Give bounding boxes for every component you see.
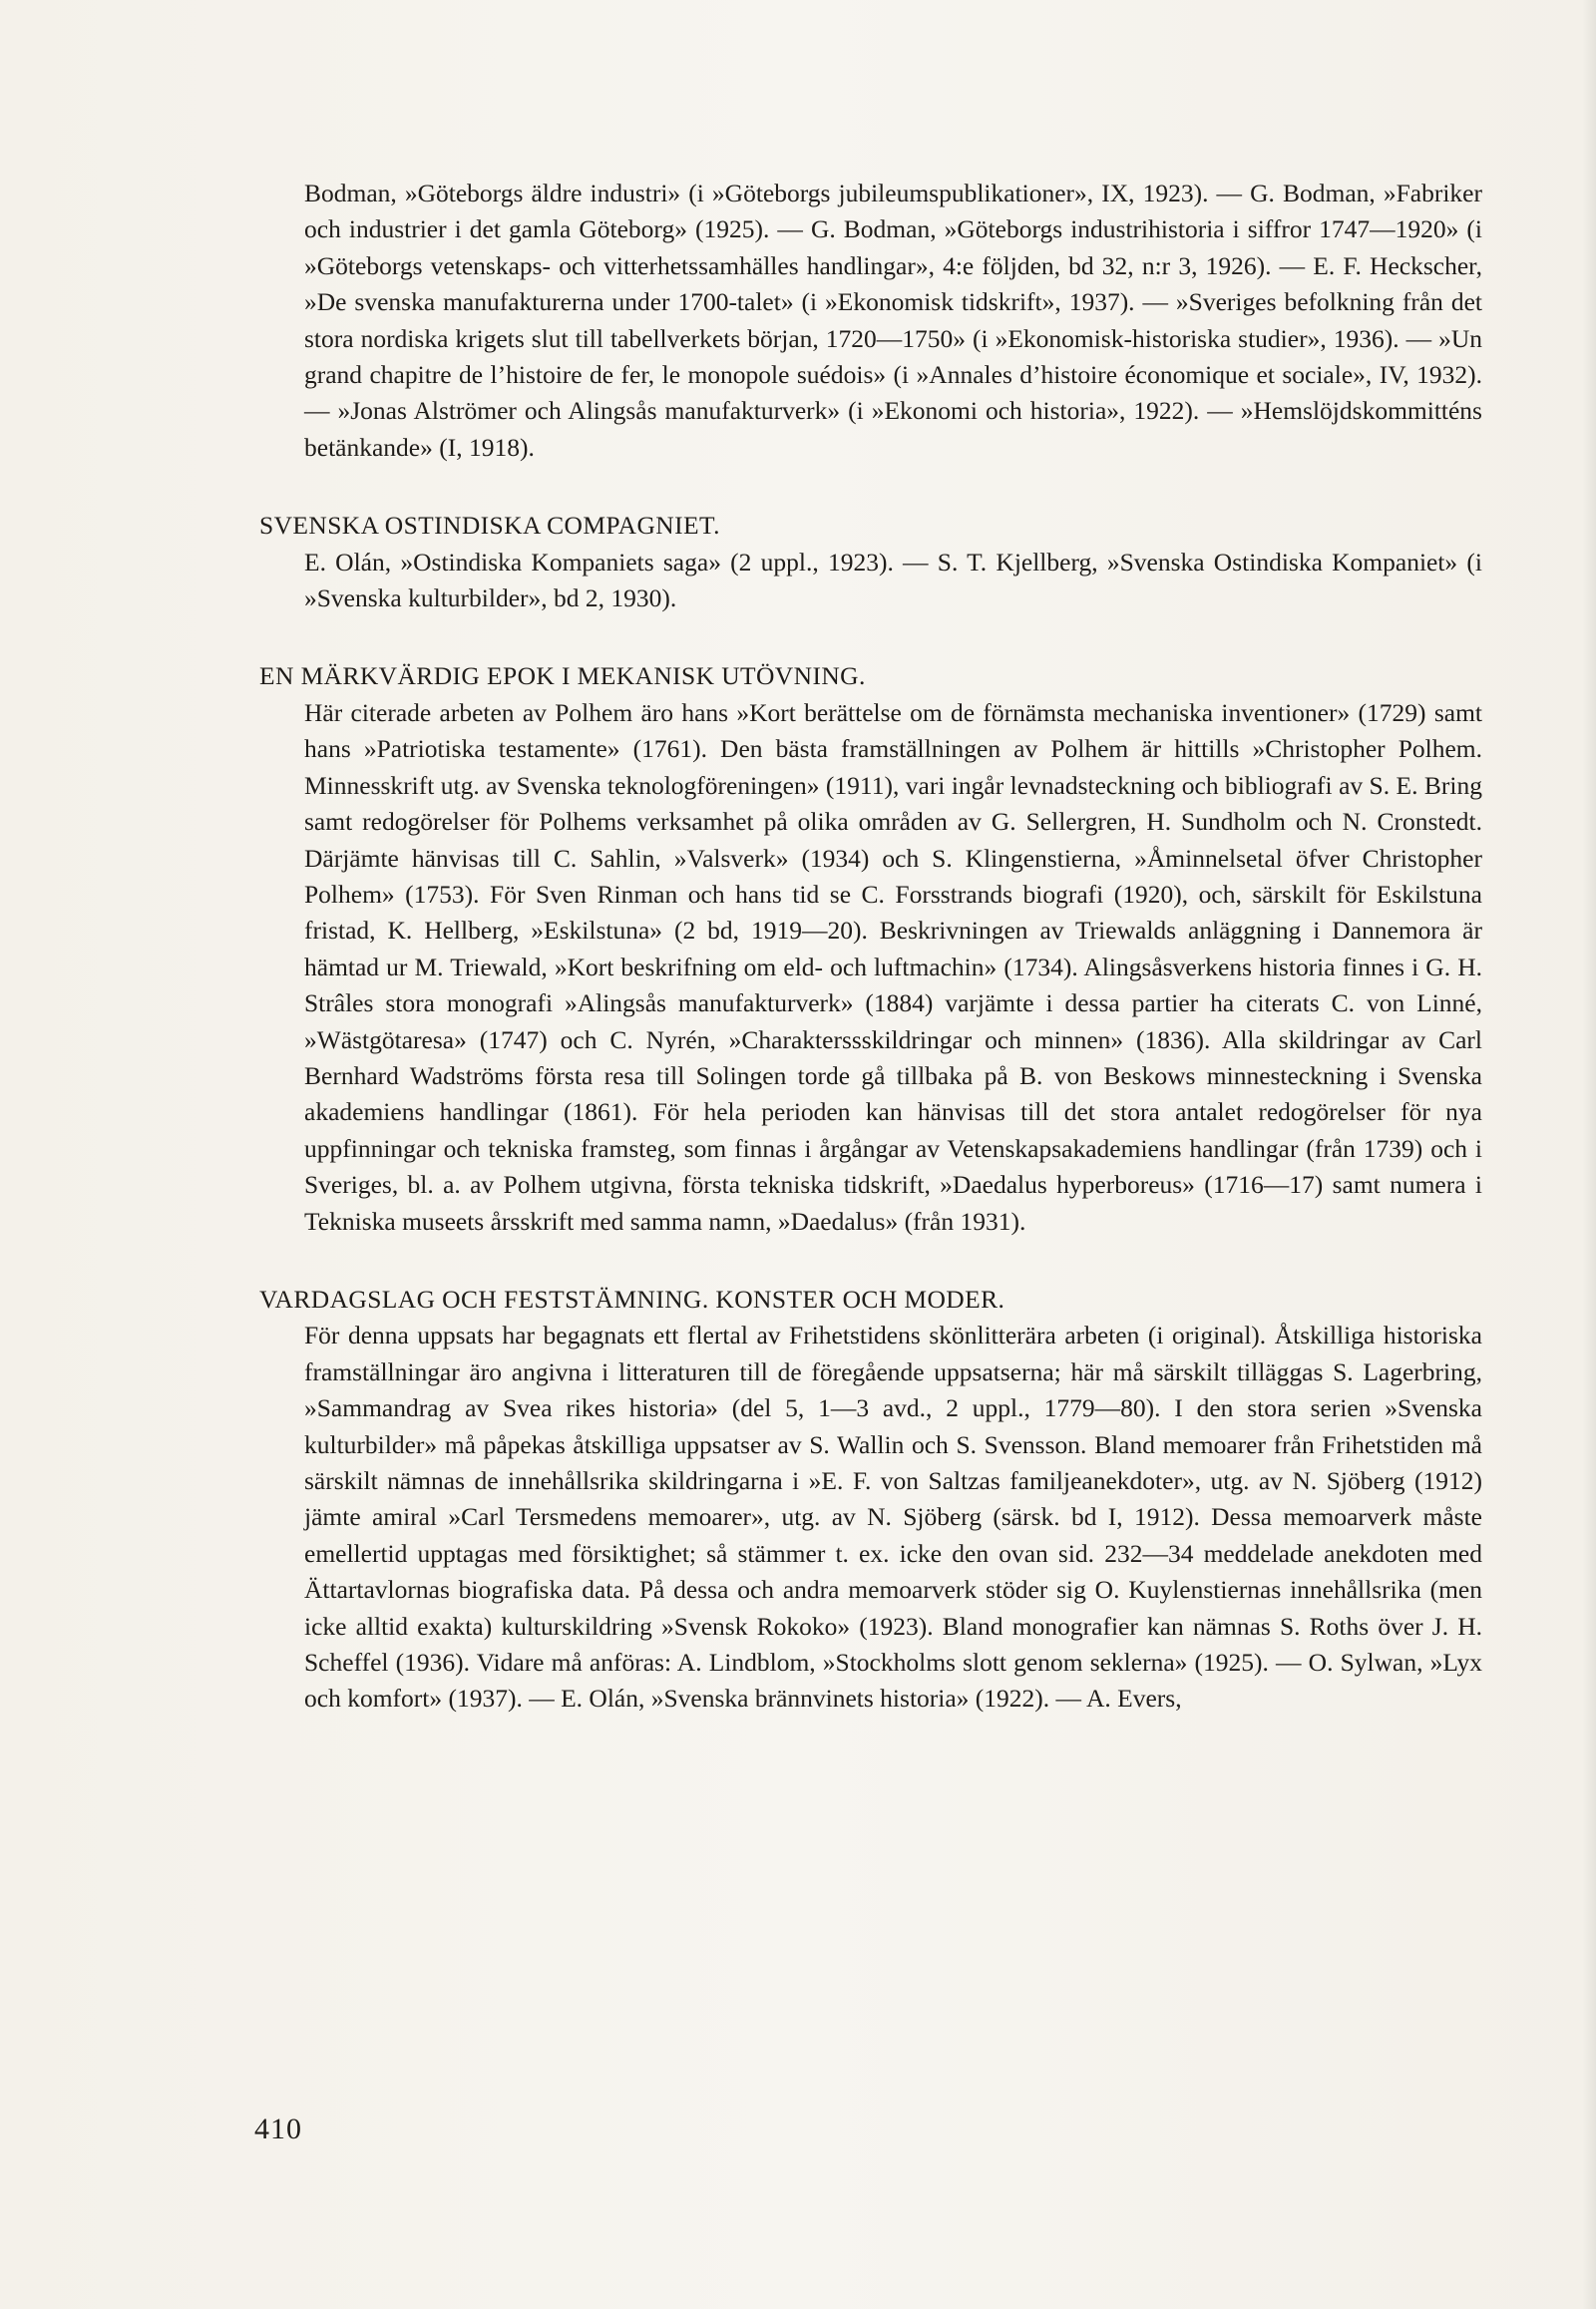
section-heading-mekanisk: EN MÄRKVÄRDIG EPOK I MEKANISK UTÖVNING. bbox=[259, 661, 866, 691]
section-heading-ostindiska: SVENSKA OSTINDISKA COMPAGNIET. bbox=[259, 511, 720, 541]
page-edge-shadow bbox=[1582, 0, 1596, 2309]
section-heading-vardagslag: VARDAGSLAG OCH FESTSTÄMNING. KONSTER OCH MODER. bbox=[259, 1284, 1005, 1314]
vardagslag-paragraph: För denna uppsats har begagnats ett flertal av Frihetstidens skönlitterära arbeten (i original). Åtskilliga historiska framställningar äro angivna i litteraturen till de föregående uppsatserna; här må särskilt tilläggas S. Lagerbring, »Sammandrag av Svea rikes historia» (del 5, 1—3 avd., 2 uppl., 1779—80). I den stora serien »Svenska kulturbilder» må påpekas åtskilliga uppsatser av S. Wallin och S. Svensson. Bland memoarer från Frihetstiden må särskilt nämnas de innehållsrika skildringarna i »E. F. von Saltzas familjeanekdoter», utg. av N. Sjöberg (1912) jämte amiral »Carl Tersmedens memoarer», utg. av N. Sjöberg (särsk. bd I, 1912). Dessa memoarverk måste emellertid upptagas med försiktighet; så stämmer t. ex. icke den ovan sid. 232—34 meddelade anekdoten med Ättartavlornas biografiska data. På dessa och andra memoarverk stöder sig O. Kuylenstiernas innehållsrika (men icke alltid exakta) kulturskildring »Svensk Rokoko» (1923). Bland monografier kan nämnas S. Roths över J. H. Scheffel (1936). Vidare må anföras: A. Lindblom, »Stockholms slott genom seklerna» (1925). — O. Sylwan, »Lyx och komfort» (1937). — E. Olán, »Svenska brännvinets historia» (1922). — A. Evers, bbox=[304, 1321, 1482, 1714]
spacer bbox=[259, 616, 1482, 658]
ostindiska-paragraph: E. Olán, »Ostindiska Kompaniets saga» (2 uppl., 1923). — S. T. Kjellberg, »Svenska Ostindiska Kompaniet» (i »Svenska kulturbilder», bd 2, 1930). bbox=[304, 547, 1482, 613]
spacer bbox=[259, 466, 1482, 508]
spacer bbox=[259, 1240, 1482, 1282]
intro-paragraph: Bodman, »Göteborgs äldre industri» (i »Göteborgs jubileumspublikationer», IX, 1923). — G. Bodman, »Fabriker och industrier i det gamla Göteborg» (1925). — G. Bodman, »Göteborgs industrihistoria i siffror 1747—1920» (i »Göteborgs vetenskaps- och vitterhetssamhälles handlingar», 4:e följden, bd 32, n:r 3, 1926). — E. F. Heckscher, »De svenska manufakturerna under 1700-talet» (i »Ekonomisk tidskrift», 1937). — »Sveriges befolkning från det stora nordiska krigets slut till tabellverkets början, 1720—1750» (i »Ekonomisk-historiska studier», 1936). — »Un grand chapitre de l’histoire de fer, le monopole suédois» (i »Annales d’histoire économique et sociale», IV, 1932). — »Jonas Alströmer och Alingsås manufakturverk» (i »Ekonomi och historia», 1922). — »Hemslöjdskommitténs betänkande» (I, 1918). bbox=[304, 179, 1482, 462]
mekanisk-paragraph: Här citerade arbeten av Polhem äro hans »Kort berättelse om de förnämsta mechaniska inventioner» (1729) samt hans »Patriotiska testamente» (1761). Den bästa framställningen av Polhem är hittills »Christopher Polhem. Minnesskrift utg. av Svenska teknologföreningen» (1911), vari ingår levnadsteckning och bibliografi av S. E. Bring samt redogörelser för Polhems verksamhet på olika områden av G. Sellergren, H. Sundholm och N. Cronstedt. Därjämte hänvisas till C. Sahlin, »Valsverk» (1934) och S. Klingenstierna, »Åminnelsetal öfver Christopher Polhem» (1753). För Sven Rinman och hans tid se C. Forsstrands biografi (1920), och, särskilt för Eskilstuna fristad, K. Hellberg, »Eskilstuna» (2 bd, 1919—20). Beskrivningen av Triewalds anläggning i Dannemora är hämtad ur M. Triewald, »Kort beskrifning om eld- och luftmachin» (1734). Alingsåsverkens historia finnes i G. H. Strâles stora monografi »Alingsås manufakturverk» (1884) varjämte i dessa partier ha citerats C. von Linné, »Wästgötaresa» (1747) och C. Nyrén, »Charakterssskildringar och minnen» (1836). Alla skildringar av Carl Bernhard Wadströms första resa till Solingen torde gå tillbaka på B. von Beskows minnesteckning i Svenska akademiens handlingar (1861). För hela perioden kan hänvisas till det stora antalet redogörelser för nya uppfinningar och tekniska framsteg, som finnas i årgångar av Vetenskapsakademiens handlingar (från 1739) och i Sveriges, bl. a. av Polhem utgivna, första tekniska tidskrift, »Daedalus hyperboreus» (1716—17) samt numera i Tekniska museets årsskrift med samma namn, »Daedalus» (från 1931). bbox=[304, 697, 1482, 1236]
page-number: 410 bbox=[254, 2113, 302, 2145]
text-column bbox=[259, 176, 1482, 1718]
